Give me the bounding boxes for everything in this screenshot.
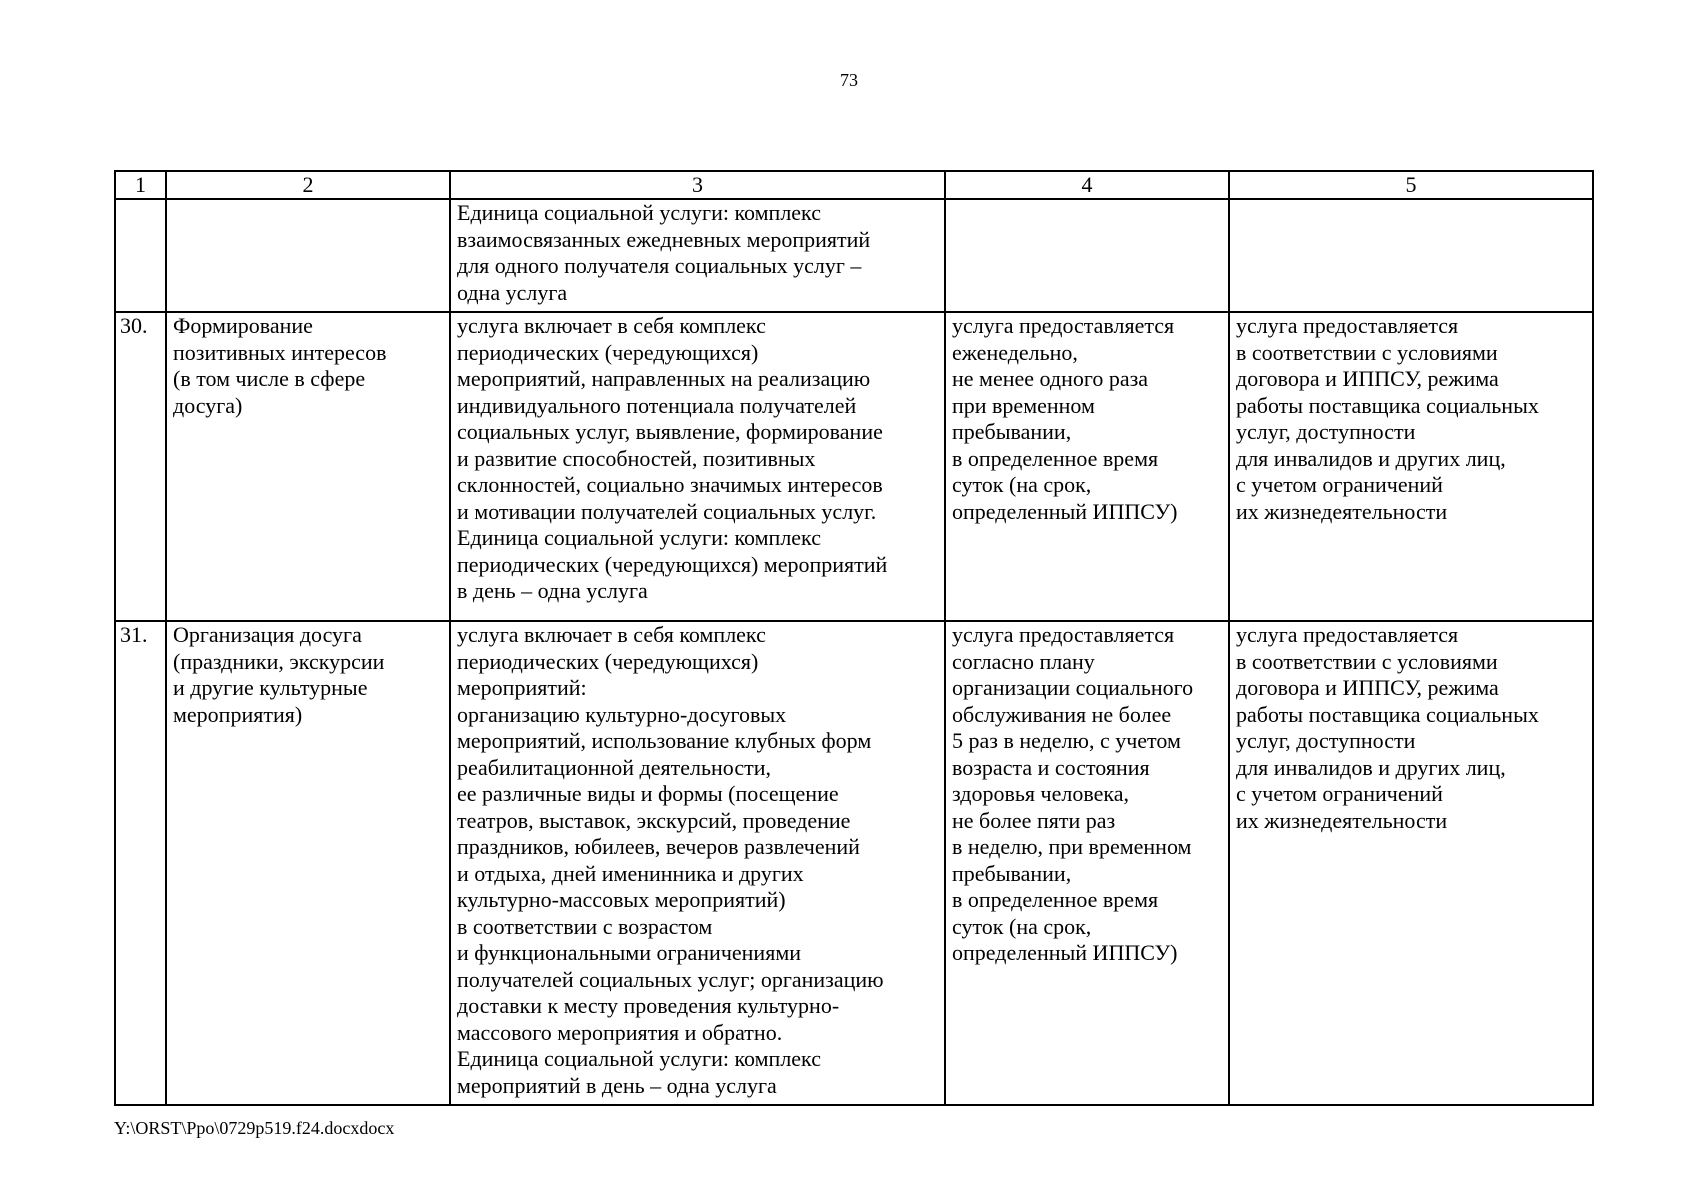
- column-number-5: 5: [1229, 171, 1593, 199]
- service-timing: [945, 199, 1229, 312]
- row-number: 30.: [115, 312, 166, 621]
- service-description: услуга включает в себя комплекс периодических (чередующихся) мероприятий, направленных на реализацию индивидуального потенциала получателей социальных услуг, выявление, формирование и развитие способностей, позитивных склонностей, социально значимых интересов и мотивации получателей социальных услуг. Единица социальной услуги: комплекс периодических (чередующихся) мероприятий в день – одна услуга: [450, 312, 945, 621]
- service-name: Организация досуга (праздники, экскурсии и другие культурные мероприятия): [166, 621, 450, 1105]
- service-conditions: услуга предоставляется в соответствии с условиями договора и ИППСУ, режима работы поставщика социальных услуг, доступности для инвалидов и других лиц, с учетом ограничений их жизнедеятельности: [1229, 621, 1593, 1105]
- service-description: Единица социальной услуги: комплекс взаимосвязанных ежедневных мероприятий для одного получателя социальных услуг – одна услуга: [450, 199, 945, 312]
- column-number-3: 3: [450, 171, 945, 199]
- page-number: 73: [840, 70, 858, 90]
- service-name: Формирование позитивных интересов (в том числе в сфере досуга): [166, 312, 450, 621]
- services-table: [114, 170, 1594, 1106]
- service-description: услуга включает в себя комплекс периодических (чередующихся) мероприятий: организацию культурно-досуговых мероприятий, использование клубных форм реабилитационной деятельности, ее различные виды и формы (посещение театров, выставок, экскурсий, проведение праздников, юбилеев, вечеров развлечений и отдыха, дней именинника и других культурно-массовых мероприятий) в соответствии с возрастом и функциональными ограничениями получателей социальных услуг; организацию доставки к месту проведения культурно- массового мероприятия и обратно. Единица социальной услуги: комплекс мероприятий в день – одна услуга: [450, 621, 945, 1105]
- service-conditions: услуга предоставляется в соответствии с условиями договора и ИППСУ, режима работы поставщика социальных услуг, доступности для инвалидов и других лиц, с учетом ограничений их жизнедеятельности: [1229, 312, 1593, 621]
- table-row: [115, 621, 1593, 1105]
- table-row: [115, 199, 1593, 312]
- service-timing: услуга предоставляется еженедельно, не менее одного раза при временном пребывании, в определенное время суток (на срок, определенный ИППСУ): [945, 312, 1229, 621]
- column-number-1: 1: [115, 171, 166, 199]
- table-header-row: [115, 171, 1593, 199]
- table-row: [115, 312, 1593, 621]
- file-path-footer: Y:\ORST\Ppo\0729p519.f24.docxdocx: [114, 1118, 395, 1138]
- service-timing: услуга предоставляется согласно плану организации социального обслуживания не более 5 раз в неделю, с учетом возраста и состояния здоровья человека, не более пяти раз в неделю, при временном пребывании, в определенное время суток (на срок, определенный ИППСУ): [945, 621, 1229, 1105]
- column-number-4: 4: [945, 171, 1229, 199]
- row-number: [115, 199, 166, 312]
- row-number: 31.: [115, 621, 166, 1105]
- column-number-2: 2: [166, 171, 450, 199]
- service-conditions: [1229, 199, 1593, 312]
- service-name: [166, 199, 450, 312]
